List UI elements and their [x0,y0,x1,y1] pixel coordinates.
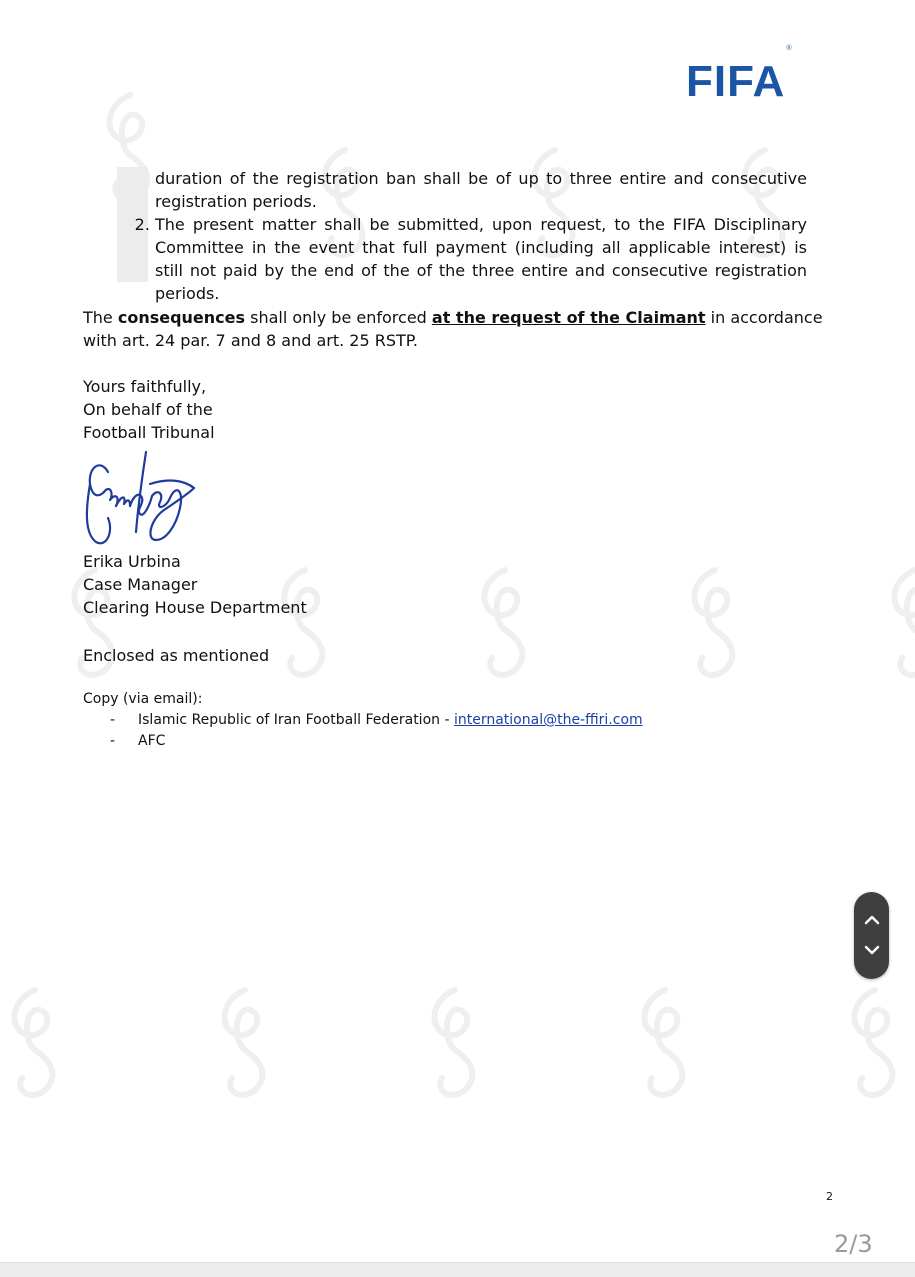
signer-department: Clearing House Department [83,598,307,617]
list-item-number [117,167,155,213]
closing-line: Football Tribunal [83,423,215,442]
consequences-bold: consequences [117,308,246,327]
chevron-down-icon [864,945,880,955]
closing-block [83,375,838,444]
chevron-up-icon [864,915,880,925]
closing-line: Yours faithfully, [83,377,207,396]
consequences-paragraph: The consequences shall only be enforced at the request of the Claimant in accordance with art. 24 par. 7 and 8 and art. 25 RSTP. [83,308,823,350]
list-item-text: duration of the registration ban shall be of up to three entire and consecutive registration periods. [155,169,807,211]
viewer-bottom-bar [0,1262,915,1277]
copy-block [83,689,643,752]
recipient-email-link[interactable]: international@the-ffiri.com [453,712,643,728]
copy-recipient [83,731,643,752]
watermark-mark [880,560,915,690]
recipient-name: Islamic Republic of Iran Football Federation - [138,712,454,728]
numbered-list [117,167,807,305]
registered-mark: ® [786,45,793,53]
page-number: 2 [826,1190,833,1203]
page-navigation-control [854,892,889,979]
list-item-2 [117,213,807,305]
signer-block [83,550,838,619]
watermark-mark [210,980,280,1110]
list-item-number: 2. [134,215,150,234]
copy-label: Copy (via email): [83,691,203,707]
list-item-1-continuation [117,167,807,213]
signer-name: Erika Urbina [83,552,181,571]
next-page-button[interactable] [854,935,889,965]
watermark-mark [420,980,490,1110]
list-dash: - [110,733,116,749]
fifa-logo [686,45,793,106]
list-dash: - [110,712,116,728]
previous-page-button[interactable] [854,905,889,935]
signer-title: Case Manager [83,575,198,594]
copy-recipient [83,710,643,731]
closing-line: On behalf of the [83,400,213,419]
enclosed-note: Enclosed as mentioned [83,646,270,665]
watermark-mark [630,980,700,1110]
fifa-logo-text: FIFA [686,57,786,106]
claimant-request-emphasis: at the request of the Claimant [431,308,706,327]
watermark-mark [840,980,910,1110]
page-indicator: 2/3 [834,1230,873,1258]
watermark-mark [0,980,70,1110]
copy-recipient-list [83,710,643,752]
handwritten-signature [80,448,205,548]
recipient-name: AFC [138,733,166,749]
list-item-text: The present matter shall be submitted, upon request, to the FIFA Disciplinary Committee in the event that full payment (including all applicable interest) is still not paid by the end of the of the three entire and consecutive registration periods. [155,215,807,303]
